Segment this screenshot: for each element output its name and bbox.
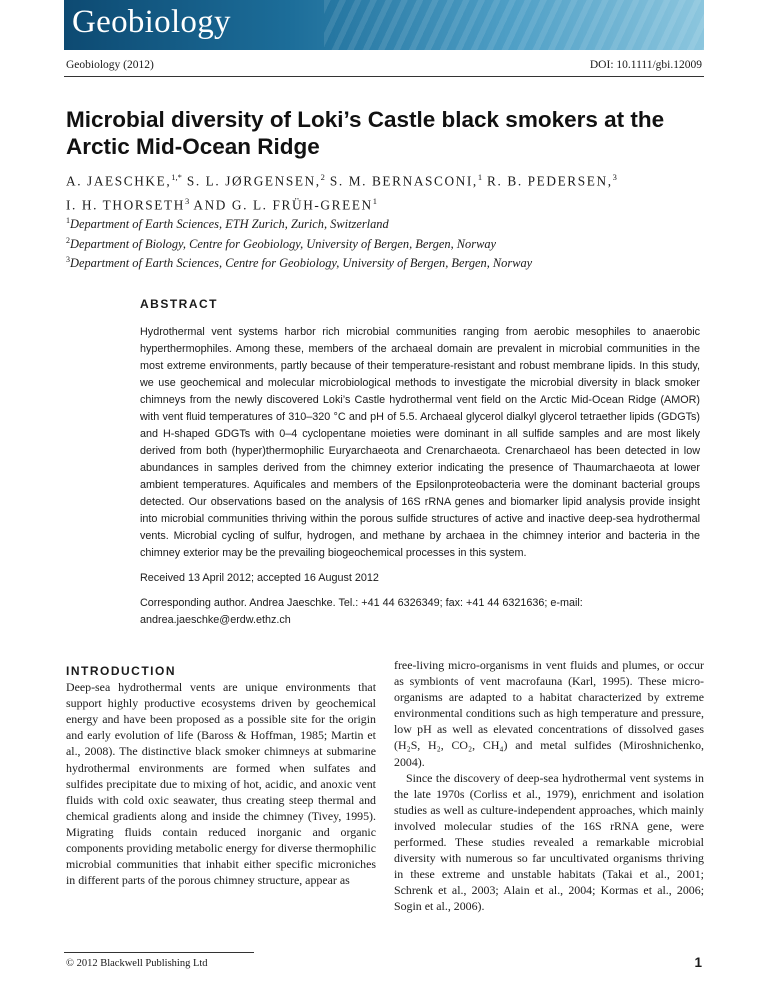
- running-head-left: Geobiology (2012): [66, 59, 154, 71]
- received-dates: Received 13 April 2012; accepted 16 August 2012: [140, 572, 379, 584]
- abstract-heading: ABSTRACT: [140, 297, 218, 311]
- author-affiliation-marker: 1: [477, 172, 483, 182]
- header-rule: [64, 76, 704, 77]
- page-number: 1: [694, 955, 702, 970]
- author-affiliation-marker: 3: [184, 196, 190, 207]
- affiliation-marker: 2: [66, 235, 70, 245]
- author-name: I. H. THORSETH: [66, 197, 185, 213]
- author-name: R. B. PEDERSEN,: [482, 173, 613, 189]
- introduction-paragraph-1: Deep-sea hydrothermal vents are unique environments that support highly productive ecosystems driven by geochemical energy and have been proposed as a possible site for the origin and early evolution of life (Baross & Hoffman, 1985; Martin et al., 2008). The distinctive black smoker chimneys at submarine hydrothermal environments are formed when sulfates and sulfides precipitate due to mixing of hot, acidic, and anoxic vent fluids with cold oxic seawater, thus creating steep thermal and chemical gradients along and inside the chimney (Tivey, 1995). Migrating fluids contain reduced inorganic and organic components providing metabolic energy for diverse thermophilic microbial communities that inhabit either specific microniches in different parts of the porous chimney structure, appear as: [66, 680, 376, 888]
- author-affiliation-marker: 1,*: [171, 172, 182, 182]
- body-column-left: [66, 663, 376, 888]
- introduction-paragraph-2: Since the discovery of deep-sea hydrothermal vent systems in the late 1970s (Corliss et al., 1979), enrichment and isolation studies as well as culture-independent approaches, which mainly involved molecular studies of the 16S rRNA gene, were performed. These studies revealed a remarkable microbial diversity with numerous so far uncultivated organisms thriving in these extreme and unstable habitats (Takai et al., 2001; Schrenk et al., 2003; Alain et al., 2004; Kormas et al., 2006; Sogin et al., 2006).: [394, 770, 704, 914]
- author-list: [66, 167, 706, 216]
- affiliation-text: Department of Earth Sciences, Centre for Geobiology, University of Bergen, Bergen, Norway: [70, 256, 533, 271]
- body-column-right: [394, 657, 704, 915]
- author-affiliation-marker: 2: [320, 172, 325, 182]
- introduction-paragraph-1-cont: free-living micro-organisms in vent fluids and plumes, or occur as symbionts of vent macrofauna (Karl, 1995). These micro-organisms are adapted to a habitat characterized by extreme environmental conditions such as high temperature and pressure, low pH as well as elevated concentrations of dissolved gases (H₂S, H₂, CO₂, CH₄) and metal sulfides (Miroshnichenko, 2004).: [394, 658, 704, 769]
- article-title: Microbial diversity of Loki’s Castle black smokers at the Arctic Mid-Ocean Ridge: [66, 107, 665, 159]
- author-name: S. M. BERNASCONI,: [324, 173, 478, 189]
- abstract-section: [140, 297, 700, 629]
- affiliation-item: [66, 252, 706, 272]
- abstract-text: Hydrothermal vent systems harbor rich microbial communities ranging from aerobic mesophiles to anaerobic hyperthermophiles. Among these, members of the archaeal domain are prevalent in microbial communities in the most extreme environments, partly because of their temperature-resistant and robust membrane lipids. In this study, we use geochemical and molecular microbiological methods to investigate the microbial diversity in black smoker chimneys from the newly discovered Loki’s Castle hydrothermal vent field on the Arctic Mid-Ocean Ridge (AMOR) with vent fluid temperatures of 310–320 °C and pH of 5.5. Archaeal glycerol dialkyl glycerol tetraether lipids (GDGTs) and H-shaped GDGTs with 0–4 cyclopentane moieties were dominant in all sulfide samples and are most likely derived from both (hyper)thermophilic Euryarchaeota and Crenarchaeota. Crenarchaeol has been detected in low abundances in samples derived from the chimney exterior indicating the presence of Thaumarchaeota at lower ambient temperatures. Aquificales and members of the Epsilonproteobacteria were the dominant bacterial groups detected. Our observations based on the analysis of 16S rRNA genes and biomarker lipid analysis provide insight into microbial communities thriving within the porous sulfide structures of active and inactive deep-sea hydrothermal vents. Microbial cycling of sulfur, hydrogen, and methane by archaea in the chimney interior and bacteria in the chimney exterior may be the prevailing biogeochemical processes in this system.: [140, 326, 700, 559]
- affiliation-text: Department of Biology, Centre for Geobiology, University of Bergen, Bergen, Norway: [70, 236, 497, 251]
- introduction-heading: INTRODUCTION: [66, 664, 176, 678]
- corresponding-author: Corresponding author. Andrea Jaeschke. Tel.: +41 44 6326349; fax: +41 44 6321636; e-mail: andrea.jaeschke@erdw.ethz.ch: [140, 597, 583, 626]
- footer-rule: [64, 952, 254, 953]
- copyright-notice: © 2012 Blackwell Publishing Ltd: [66, 958, 208, 969]
- affiliation-item: [66, 213, 706, 233]
- author-name: A. JAESCHKE,: [66, 173, 172, 189]
- affiliation-list: [66, 213, 706, 272]
- author-name: S. L. JØRGENSEN,: [181, 173, 321, 189]
- journal-banner: [64, 0, 704, 50]
- author-line-1: [66, 167, 706, 191]
- affiliation-marker: 3: [66, 255, 70, 265]
- affiliation-marker: 1: [66, 216, 70, 225]
- author-name: AND G. L. FRÜH-GREEN: [189, 197, 373, 213]
- affiliation-item: [66, 233, 706, 253]
- journal-banner-title: Geobiology: [72, 4, 231, 40]
- author-affiliation-marker: 3: [612, 172, 617, 182]
- affiliation-text: Department of Earth Sciences, ETH Zurich, Zurich, Switzerland: [70, 217, 389, 232]
- author-affiliation-marker: 1: [372, 196, 377, 207]
- running-head-doi[interactable]: DOI: 10.1111/gbi.12009: [589, 59, 702, 71]
